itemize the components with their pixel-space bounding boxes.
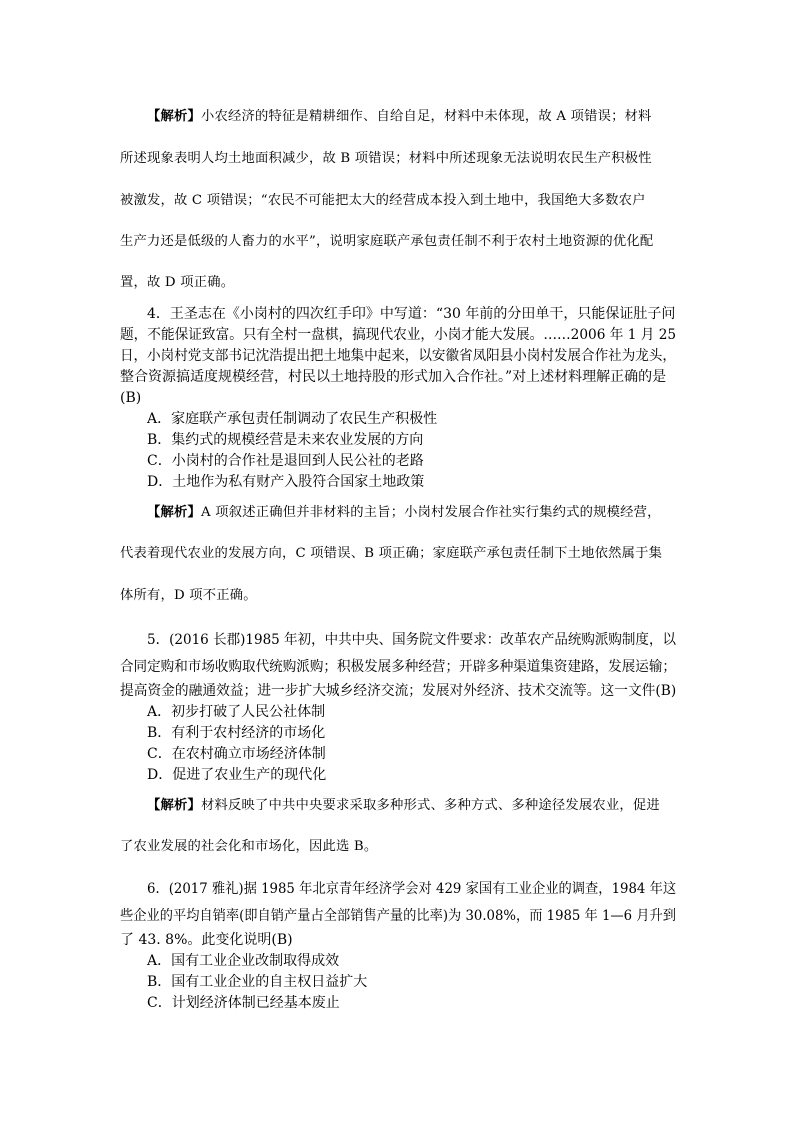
analysis-paragraph-3-line-2: 了农业发展的社会化和市场化，因此选 B。 [120,839,378,854]
analysis-paragraph-1-line-5: 置，故 D 项正确。 [120,275,235,290]
analysis-text: A 项叙述正确但并非材料的主旨；小岗村发展合作社实行集约式的规模经营， [201,505,661,520]
question-4-line-1: 4．王圣志在《小岗村的四次红手印》中写道：“30 年前的分田单干，只能保证肚子问 [147,306,676,322]
analysis-text: 小农经济的特征是精耕细作、自给自足，材料中未体现，故 A 项错误；材料 [201,109,652,124]
question-4-line-2: 题，不能保证致富。只有全村一盘棋，搞现代农业，小岗才能大发展。……2006 年 1 月 25 [120,327,677,343]
analysis-paragraph-1-line-4: 生产力还是低级的人畜力的水平”，说明家庭联产承包责任制不利于农村土地资源的优化配 [120,234,654,249]
analysis-paragraph-3-line-1 [147,797,660,815]
analysis-paragraph-1-line-3: 被激发，故 C 项错误；“农民不可能把太大的经营成本投入到土地中，我国绝大多数农户 [120,193,646,208]
analysis-paragraph-2-line-2: 代表着现代农业的发展方向，C 项错误、B 项正确；家庭联产承包责任制下土地依然属于集 [120,546,663,561]
question-4-option-c: C．小岗村的合作社是退回到人民公社的老路 [147,453,424,469]
question-5-option-d: D．促进了农业生产的现代化 [147,767,327,783]
question-6-line-3: 了 43. 8%。此变化说明(B) [120,932,293,948]
question-5-option-c: C．在农村确立市场经济体制 [147,746,326,762]
question-6-line-2: 些企业的平均自销率(即自销产量占全部销售产量的比率)为 30.08%，而 1985 年 1—6 月升到 [120,908,677,924]
analysis-paragraph-1-line-2: 所述现象表明人均土地面积减少，故 B 项错误；材料中所述现象无法说明农民生产积极性 [120,151,652,166]
question-6-option-b: B．国有工业企业的自主权日益扩大 [147,974,368,990]
question-5-line-2: 合同定购和市场收购取代统购派购；积极发展多种经营；开辟多种渠道集资建路，发展运输； [120,659,676,675]
question-6-line-1: 6．(2017 雅礼)据 1985 年北京青年经济学会对 429 家国有工业企业的调查，1984 年这 [147,881,677,897]
question-6-option-a: A．国有工业企业改制取得成效 [147,953,340,969]
analysis-paragraph-1-line-1 [147,108,652,126]
question-5-option-a: A．初步打破了人民公社体制 [147,704,326,720]
question-6-option-c: C．计划经济体制已经基本废止 [147,995,340,1011]
question-5-line-3: 提高资金的融通效益；进一步扩大城乡经济交流；发展对外经济、技术交流等。这一文件(B) [120,683,677,699]
analysis-tag: 【解析】 [147,798,201,813]
analysis-text: 材料反映了中共中央要求采取多种形式、多种方式、多种途径发展农业，促进 [201,798,660,813]
analysis-paragraph-2-line-1 [147,504,661,522]
analysis-paragraph-2-line-3: 体所有，D 项不正确。 [120,588,257,603]
question-4-option-d: D．土地作为私有财产入股符合国家土地政策 [147,474,425,490]
analysis-tag: 【解析】 [147,505,201,520]
question-4-answer: (B) [120,390,142,406]
question-5-option-b: B．有利于农村经济的市场化 [147,725,326,741]
question-4-option-b: B．集约式的规模经营是未来农业发展的方向 [147,432,424,448]
question-5-line-1: 5．(2016 长郡)1985 年初，中共中央、国务院文件要求：改革农产品统购派购制度，以 [147,632,676,648]
question-4-line-3: 日，小岗村党支部书记沈浩提出把土地集中起来，以安徽省凤阳县小岗村发展合作社为龙头， [120,348,676,364]
analysis-tag: 【解析】 [147,109,201,124]
question-4-option-a: A．家庭联产承包责任制调动了农民生产积极性 [147,411,438,427]
question-4-line-4: 整合资源搞适度规模经营，村民以土地持股的形式加入合作社。”对上述材料理解正确的是 [120,369,667,385]
